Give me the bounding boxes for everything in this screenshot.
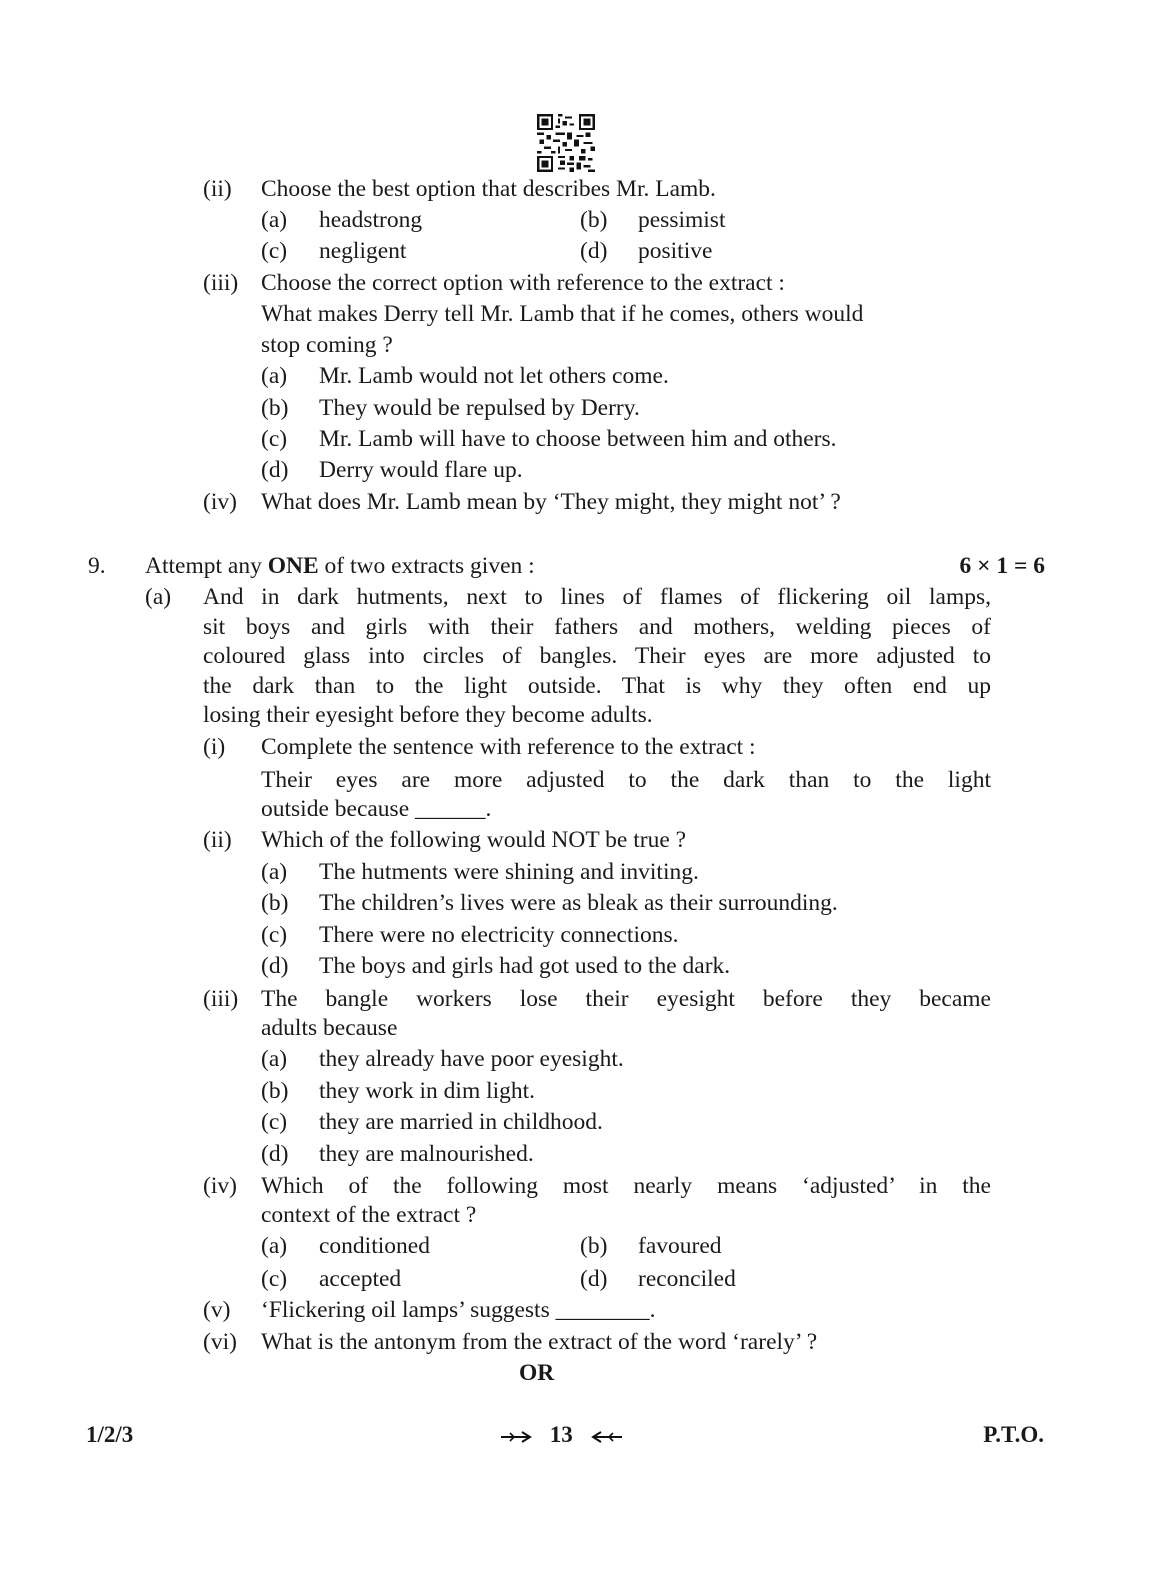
extract-line: And in dark hutments, next to lines of flames of flickering oil lamps, bbox=[203, 584, 991, 610]
question-text: Their eyes are more adjusted to the dark than to the light bbox=[261, 767, 991, 793]
question-number: 9. bbox=[88, 553, 106, 579]
option-label: (c) bbox=[261, 1266, 288, 1292]
question-text: outside because ______. bbox=[261, 796, 492, 822]
arrow-ornament-icon bbox=[500, 1430, 538, 1444]
option-label: (a) bbox=[261, 1233, 288, 1259]
question-text: context of the extract ? bbox=[261, 1202, 477, 1228]
option-label: (d) bbox=[261, 953, 289, 979]
option-label: (c) bbox=[261, 238, 288, 264]
option-label: (a) bbox=[261, 363, 288, 389]
option-label: (b) bbox=[261, 890, 289, 916]
option-text: The boys and girls had got used to the dark. bbox=[319, 953, 731, 979]
option-label: (a) bbox=[261, 859, 288, 885]
or-separator: OR bbox=[519, 1360, 555, 1386]
option-text: conditioned bbox=[319, 1233, 430, 1259]
question-number: (iii) bbox=[203, 270, 239, 296]
option-text: they are married in childhood. bbox=[319, 1109, 603, 1135]
option-label: (d) bbox=[261, 1141, 289, 1167]
extract-line: losing their eyesight before they become adults. bbox=[203, 702, 653, 728]
question-text: What does Mr. Lamb mean by ‘They might, they might not’ ? bbox=[261, 489, 841, 515]
extract-line: the dark than to the light outside. That is why they often end up bbox=[203, 673, 991, 699]
option-label: (d) bbox=[261, 457, 289, 483]
question-number: (ii) bbox=[203, 176, 232, 202]
option-text: they already have poor eyesight. bbox=[319, 1046, 624, 1072]
option-text: negligent bbox=[319, 238, 407, 264]
option-label: (c) bbox=[261, 1109, 288, 1135]
option-text: they work in dim light. bbox=[319, 1078, 536, 1104]
option-text: positive bbox=[638, 238, 713, 264]
sub-question-label: (a) bbox=[145, 584, 172, 610]
question-text: What is the antonym from the extract of the word ‘rarely’ ? bbox=[261, 1329, 818, 1355]
option-label: (d) bbox=[580, 238, 608, 264]
question-number: (iii) bbox=[203, 986, 239, 1012]
option-text: The hutments were shining and inviting. bbox=[319, 859, 699, 885]
option-text: Derry would flare up. bbox=[319, 457, 523, 483]
option-label: (b) bbox=[580, 207, 608, 233]
extract-line: coloured glass into circles of bangles. Their eyes are more adjusted to bbox=[203, 643, 991, 669]
question-text: What makes Derry tell Mr. Lamb that if he comes, others would bbox=[261, 301, 864, 327]
option-text: accepted bbox=[319, 1266, 402, 1292]
option-text: pessimist bbox=[638, 207, 726, 233]
question-number: (ii) bbox=[203, 827, 232, 853]
question-text: Choose the best option that describes Mr. Lamb. bbox=[261, 176, 716, 202]
option-label: (d) bbox=[580, 1266, 608, 1292]
question-number: (v) bbox=[203, 1297, 231, 1323]
arrow-ornament-icon bbox=[585, 1430, 623, 1444]
option-text: they are malnourished. bbox=[319, 1141, 534, 1167]
paper-code: 1/2/3 bbox=[86, 1422, 134, 1447]
option-text: Mr. Lamb will have to choose between him and others. bbox=[319, 426, 837, 452]
marks: 6 × 1 = 6 bbox=[959, 553, 1045, 579]
qr-code bbox=[537, 114, 595, 172]
option-label: (a) bbox=[261, 1046, 288, 1072]
extract-line: sit boys and girls with their fathers and mothers, welding pieces of bbox=[203, 614, 991, 640]
page-number-group bbox=[500, 1422, 623, 1448]
option-text: Mr. Lamb would not let others come. bbox=[319, 363, 669, 389]
option-label: (c) bbox=[261, 426, 288, 452]
question-text: Choose the correct option with reference to the extract : bbox=[261, 270, 785, 296]
question-text: Which of the following most nearly means ‘adjusted’ in the bbox=[261, 1173, 991, 1199]
option-text: There were no electricity connections. bbox=[319, 922, 679, 948]
question-text: Complete the sentence with reference to the extract : bbox=[261, 734, 756, 760]
option-label: (b) bbox=[580, 1233, 608, 1259]
option-label: (c) bbox=[261, 922, 288, 948]
question-intro: Attempt any ONE of two extracts given : bbox=[145, 553, 535, 579]
page-number: 13 bbox=[549, 1422, 573, 1447]
question-number: (iv) bbox=[203, 489, 237, 515]
option-text: The children’s lives were as bleak as their surrounding. bbox=[319, 890, 838, 916]
option-text: reconciled bbox=[638, 1266, 736, 1292]
question-text: The bangle workers lose their eyesight before they became bbox=[261, 986, 991, 1012]
option-text: headstrong bbox=[319, 207, 423, 233]
question-text: ‘Flickering oil lamps’ suggests ________. bbox=[261, 1297, 656, 1323]
option-label: (b) bbox=[261, 395, 289, 421]
question-number: (vi) bbox=[203, 1329, 237, 1355]
question-number: (iv) bbox=[203, 1173, 237, 1199]
question-text: adults because bbox=[261, 1015, 398, 1041]
question-number: (i) bbox=[203, 734, 226, 760]
option-label: (b) bbox=[261, 1078, 289, 1104]
question-text: Which of the following would NOT be true ? bbox=[261, 827, 687, 853]
pto-label: P.T.O. bbox=[983, 1422, 1044, 1447]
option-label: (a) bbox=[261, 207, 288, 233]
option-text: favoured bbox=[638, 1233, 722, 1259]
option-text: They would be repulsed by Derry. bbox=[319, 395, 640, 421]
question-text: stop coming ? bbox=[261, 332, 393, 358]
